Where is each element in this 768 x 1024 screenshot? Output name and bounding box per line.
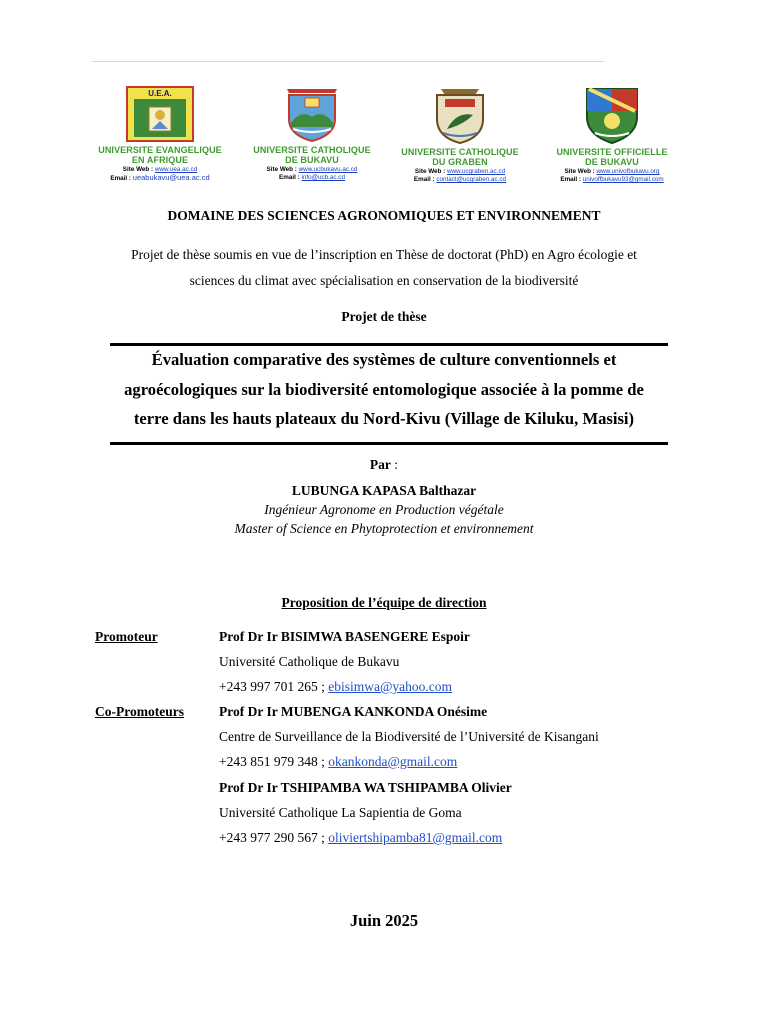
author-title: Ingénieur Agronome en Production végétale bbox=[264, 502, 504, 517]
copromoteur-1-contact-row bbox=[0, 754, 768, 774]
university-name: UNIVERSITE CATHOLIQUE DU GRABEN bbox=[401, 147, 519, 167]
thesis-title bbox=[84, 345, 684, 434]
logo-ucb bbox=[237, 85, 387, 182]
logo-ucg bbox=[385, 85, 535, 184]
university-site-link[interactable]: www.uea.ac.cd bbox=[154, 166, 198, 173]
university-contact: Site Web : www.uea.ac.cd Email : ueabukavu@uea.ac.cd bbox=[110, 166, 210, 182]
promoteur-institution-row bbox=[0, 654, 768, 674]
university-email[interactable]: univoffbukavu93@gmail.com bbox=[582, 176, 664, 183]
logo-uea bbox=[85, 85, 235, 183]
logo-uob bbox=[537, 85, 687, 184]
university-contact: Site Web : www.ucgraben.ac.cd Email : contact@ucgraben.ac.cd bbox=[413, 168, 507, 183]
projet-label: Projet de thèse bbox=[341, 309, 427, 324]
promoteur-contact-row bbox=[0, 679, 768, 699]
team-heading: Proposition de l’équipe de direction bbox=[281, 595, 487, 610]
project-description-line: Projet de thèse soumis en vue de l’inscription en Thèse de doctorat (PhD) en Agro écologie et bbox=[131, 247, 637, 262]
copromoteur-1-email-link[interactable]: okankonda@gmail.com bbox=[328, 754, 458, 769]
submission-date: Juin 2025 bbox=[349, 911, 419, 930]
copromoteur-1-institution-row bbox=[0, 729, 768, 749]
project-description bbox=[0, 242, 768, 294]
project-description-line: sciences du climat avec spécialisation en conservation de la biodiversité bbox=[189, 273, 579, 288]
copromoteur-2-phone: +243 977 290 567 ; bbox=[219, 830, 325, 845]
promoteur-phone: +243 997 701 265 ; bbox=[219, 679, 325, 694]
promoteur-name: Prof Dr Ir BISIMWA BASENGERE Espoir bbox=[219, 629, 470, 644]
author-title: Master of Science en Phytoprotection et environnement bbox=[234, 521, 534, 536]
promoteur-label: Promoteur bbox=[95, 629, 158, 644]
domain-heading: DOMAINE DES SCIENCES AGRONOMIQUES ET ENVIRONNEMENT bbox=[167, 208, 601, 223]
author-name: LUBUNGA KAPASA Balthazar bbox=[291, 483, 477, 498]
university-site-link[interactable]: www.ucgraben.ac.cd bbox=[446, 168, 506, 175]
university-name: UNIVERSITE EVANGELIQUE EN AFRIQUE bbox=[98, 145, 222, 165]
university-site-link[interactable]: www.univofbukavu.org bbox=[596, 168, 660, 175]
copromoteur-2-row bbox=[0, 780, 768, 800]
university-email[interactable]: ueabukavu@uea.ac.cd bbox=[132, 173, 210, 182]
ucg-shield-icon bbox=[427, 85, 493, 145]
university-name: UNIVERSITE OFFICIELLE DE BUKAVU bbox=[556, 147, 668, 167]
top-rule bbox=[92, 61, 604, 62]
thesis-title-line: Évaluation comparative des systèmes de culture conventionnels et bbox=[151, 350, 617, 369]
thesis-title-line: agroécologiques sur la biodiversité entomologique associée à la pomme de bbox=[124, 379, 644, 399]
copromoteur-1-phone: +243 851 979 348 ; bbox=[219, 754, 325, 769]
svg-text:U.E.A.: U.E.A. bbox=[148, 89, 172, 98]
by-label: Par : bbox=[369, 457, 399, 472]
ucb-shield-icon bbox=[279, 85, 345, 143]
promoteur-institution: Université Catholique de Bukavu bbox=[219, 654, 400, 669]
copromoteurs-label: Co-Promoteurs bbox=[95, 704, 184, 719]
university-contact: Site Web : www.univofbukavu.org Email : univoffbukavu93@gmail.com bbox=[560, 168, 664, 183]
copromoteur-2-name: Prof Dr Ir TSHIPAMBA WA TSHIPAMBA Olivier bbox=[219, 780, 512, 795]
copromoteur-2-institution-row bbox=[0, 805, 768, 825]
university-contact: Site Web : www.ucbukavu.ac.cd Email : info@ucb.ac.cd bbox=[266, 166, 358, 181]
copromoteur-1-institution: Centre de Surveillance de la Biodiversité de l’Université de Kisangani bbox=[219, 729, 599, 744]
university-site-link[interactable]: www.ucbukavu.ac.cd bbox=[298, 166, 358, 173]
promoteur-email-link[interactable]: ebisimwa@yahoo.com bbox=[328, 679, 453, 694]
thesis-title-line: terre dans les hauts plateaux du Nord-Kivu (Village de Kiluku, Masisi) bbox=[133, 409, 635, 428]
university-logos-row bbox=[95, 85, 675, 190]
uea-crest-icon bbox=[125, 85, 195, 143]
copromoteur-1-row bbox=[0, 704, 768, 724]
copromoteur-2-email-link[interactable]: oliviertshipamba81@gmail.com bbox=[328, 830, 503, 845]
university-email[interactable]: info@ucb.ac.cd bbox=[301, 174, 345, 181]
uob-shield-icon bbox=[581, 85, 643, 145]
copromoteur-2-institution: Université Catholique La Sapientia de Goma bbox=[219, 805, 462, 820]
copromoteur-2-contact-row bbox=[0, 830, 768, 850]
copromoteur-1-name: Prof Dr Ir MUBENGA KANKONDA Onésime bbox=[219, 704, 488, 719]
university-email[interactable]: contact@ucgraben.ac.cd bbox=[436, 176, 507, 183]
university-name: UNIVERSITE CATHOLIQUE DE BUKAVU bbox=[253, 145, 371, 165]
promoteur-row bbox=[0, 629, 768, 649]
